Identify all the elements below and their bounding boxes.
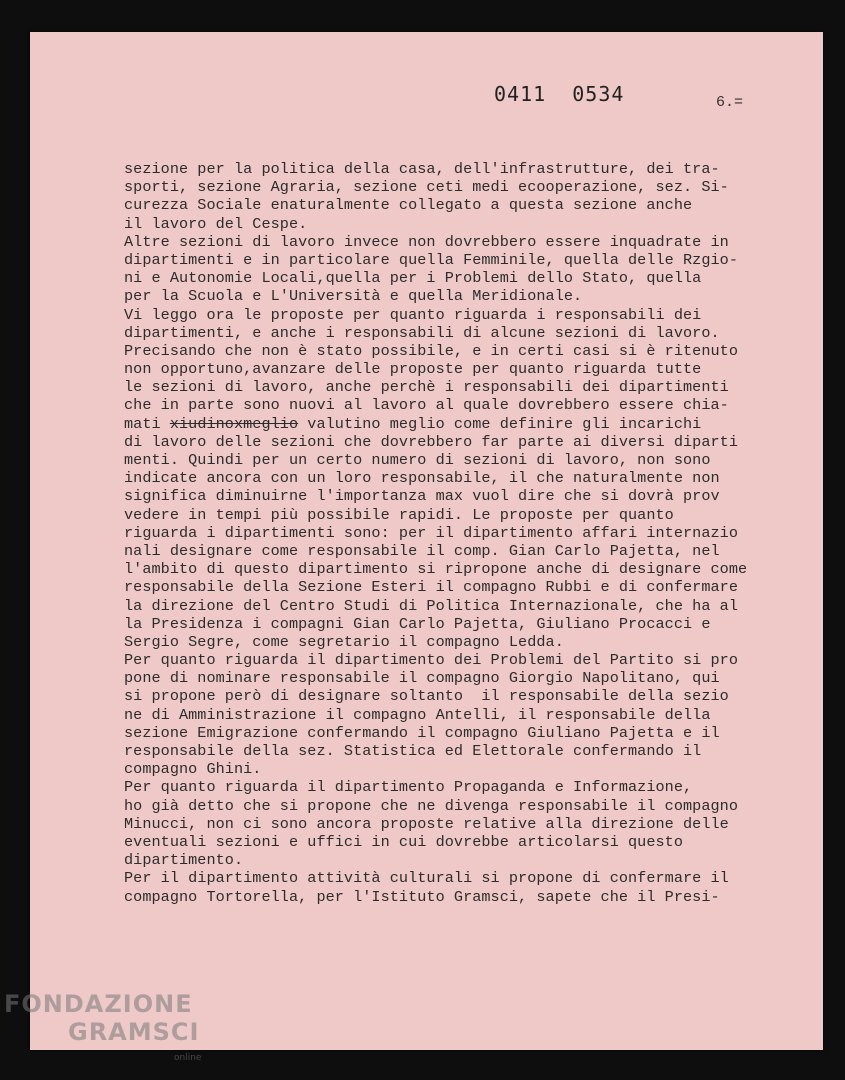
- text-line: riguarda i dipartimenti sono: per il dipartimento affari internazio: [124, 523, 738, 542]
- text-line: che in parte sono nuovi al lavoro al quale dovrebbero essere chia-: [124, 396, 729, 415]
- text-line: pone di nominare responsabile il compagno Giorgio Napolitano, qui: [124, 669, 720, 688]
- struck-out-text: xiudinoxmeglio: [169, 414, 299, 433]
- text-line: le sezioni di lavoro, anche perchè i responsabili dei dipartimenti: [124, 378, 729, 397]
- line-suffix: valutino meglio come definire gli incarichi: [298, 414, 702, 433]
- text-line: significa diminuirne l'importanza max vuol dire che si dovrà prov: [124, 487, 720, 506]
- text-line: responsabile della sez. Statistica ed Elettorale confermando il: [124, 742, 702, 760]
- text-line: per la Scuola e L'Università e quella Meridionale.: [124, 287, 583, 306]
- line-prefix: mati: [124, 414, 170, 433]
- text-line: Vi leggo ora le proposte per quanto riguarda i responsabili dei: [124, 305, 702, 324]
- text-line: compagno Ghini.: [124, 760, 262, 779]
- text-line: indicate ancora con un loro responsabile, il che naturalmente non: [124, 469, 720, 488]
- text-line: l'ambito di questo dipartimento si ripropone anche di designare come: [124, 560, 748, 579]
- text-line: sporti, sezione Agraria, sezione ceti medi ecooperazione, sez. Si-: [124, 178, 729, 197]
- text-line: Sergio Segre, come segretario il compagno Ledda.: [124, 632, 564, 651]
- text-line: sezione Emigrazione confermando il compagno Giuliano Pajetta e il: [124, 723, 720, 742]
- text-line: compagno Tortorella, per l'Istituto Gramsci, sapete che il Presi-: [124, 887, 720, 906]
- text-line: non opportuno,avanzare delle proposte per quanto riguarda tutte: [124, 360, 702, 379]
- text-line: Per quanto riguarda il dipartimento dei Problemi del Partito si pro: [124, 651, 738, 670]
- logo-online: online: [174, 1053, 202, 1063]
- logo-line-2: GRAMSCI: [68, 1018, 200, 1046]
- text-line: dipartimenti, e anche i responsabili di alcune sezioni di lavoro.: [124, 323, 720, 342]
- text-line: vedere in tempi più possibile rapidi. Le proposte per quanto: [124, 505, 674, 524]
- text-line: Minucci, non ci sono ancora proposte relative alla direzione delle: [124, 814, 729, 833]
- archive-code: 0411 0534: [494, 82, 625, 106]
- text-line: ho già detto che si propone che ne divenga responsabile il compagno: [124, 796, 738, 815]
- text-line: responsabile della Sezione Esteri il compagno Rubbi e di confermare: [124, 578, 738, 597]
- text-line: Precisando che non è stato possibile, e in certi casi si è ritenuto: [124, 341, 738, 360]
- text-line: si propone però di designare soltanto il responsabile della sezio: [124, 687, 729, 706]
- text-line: di lavoro delle sezioni che dovrebbero far parte ai diversi diparti: [124, 432, 738, 451]
- text-line: sezione per la politica della casa, dell'infrastrutture, dei tra-: [124, 160, 720, 178]
- text-line: ni e Autonomie Locali,quella per i Problemi dello Stato, quella: [124, 269, 702, 288]
- text-line: Per il dipartimento attività culturali si propone di confermare il: [124, 869, 729, 888]
- body-text: [124, 160, 814, 906]
- text-line: la Presidenza i compagni Gian Carlo Pajetta, Giuliano Procacci e: [124, 614, 711, 633]
- logo-line-1: FONDAZIONE: [4, 990, 193, 1018]
- fondazione-gramsci-logo: [4, 990, 202, 1063]
- text-line: Altre sezioni di lavoro invece non dovrebbero essere inquadrate in: [124, 232, 729, 251]
- text-line-with-strikethrough: [124, 415, 814, 433]
- text-line: la direzione del Centro Studi di Politica Internazionale, che ha al: [124, 596, 738, 615]
- text-line: ne di Amministrazione il compagno Antelli, il responsabile della: [124, 705, 711, 724]
- text-line: eventuali sezioni e uffici in cui dovrebbe articolarsi questo: [124, 832, 684, 851]
- text-line: curezza Sociale enaturalmente collegato a questa sezione anche: [124, 196, 693, 215]
- text-line: dipartimento.: [124, 851, 244, 870]
- text-line: nali designare come responsabile il comp. Gian Carlo Pajetta, nel: [124, 541, 720, 560]
- text-line: dipartimenti e in particolare quella Femminile, quella delle Rzgio-: [124, 250, 738, 269]
- page-number: 6.=: [716, 94, 744, 111]
- text-line: menti. Quindi per un certo numero di sezioni di lavoro, non sono: [124, 451, 711, 469]
- document-page: [30, 32, 823, 1050]
- text-line: il lavoro del Cespe.: [124, 214, 308, 233]
- text-line: Per quanto riguarda il dipartimento Propaganda e Informazione,: [124, 778, 693, 797]
